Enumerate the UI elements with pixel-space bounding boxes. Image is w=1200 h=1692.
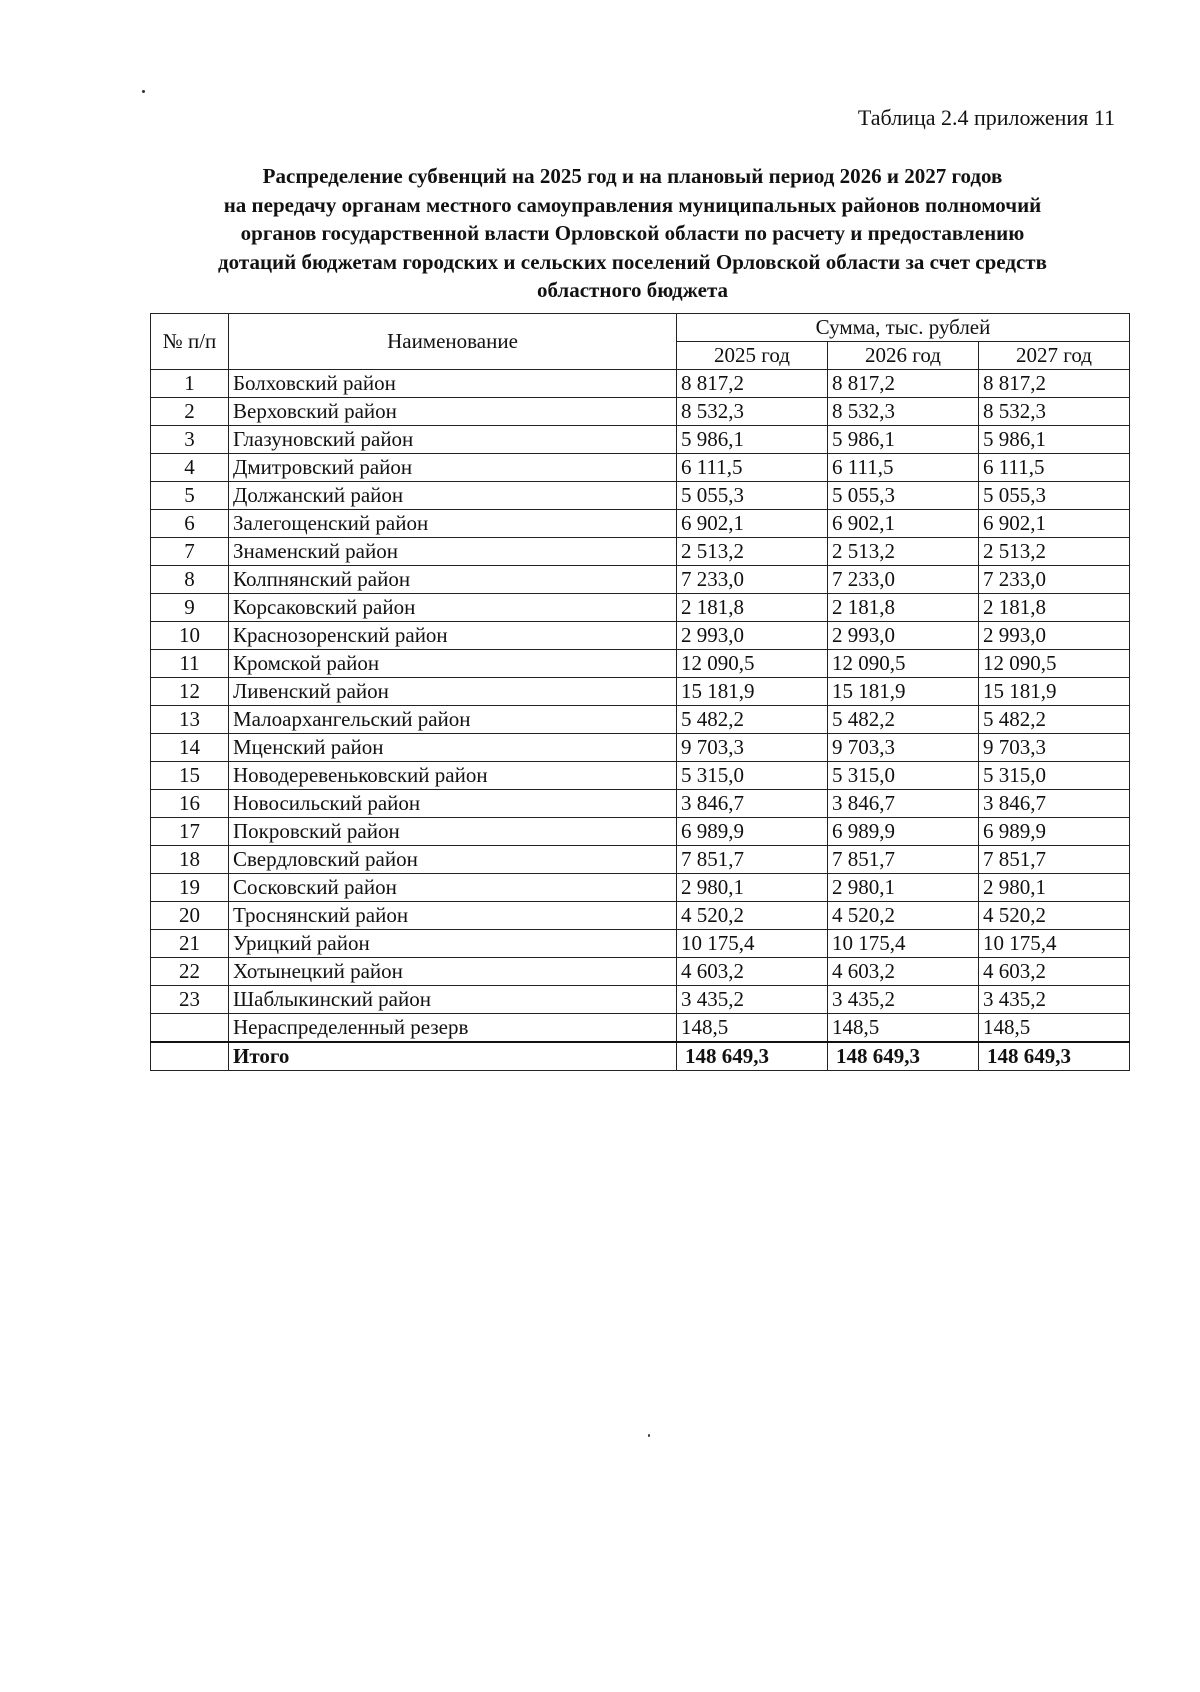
row-number: 3	[151, 426, 229, 454]
row-value-2025: 15 181,9	[677, 678, 828, 706]
title-line: органов государственной власти Орловской области по расчету и предоставлению	[240, 221, 1025, 245]
table-row	[151, 454, 1130, 482]
row-name: Знаменский район	[229, 538, 677, 566]
row-value-2026: 5 315,0	[828, 762, 979, 790]
row-value-2026: 5 482,2	[828, 706, 979, 734]
row-value-2027: 2 181,8	[979, 594, 1130, 622]
row-number: 12	[151, 678, 229, 706]
table-row	[151, 818, 1130, 846]
row-number: 7	[151, 538, 229, 566]
row-value-2027: 4 520,2	[979, 902, 1130, 930]
row-value-2026: 2 181,8	[828, 594, 979, 622]
table-row	[151, 874, 1130, 902]
total-number-cell	[151, 1042, 229, 1071]
table-row	[151, 426, 1130, 454]
row-value-2027: 9 703,3	[979, 734, 1130, 762]
row-value-2025: 5 482,2	[677, 706, 828, 734]
row-value-2025: 7 233,0	[677, 566, 828, 594]
table-row	[151, 902, 1130, 930]
table-note: Таблица 2.4 приложения 11	[857, 105, 1115, 130]
row-number: 5	[151, 482, 229, 510]
row-value-2025: 3 435,2	[677, 986, 828, 1014]
header-year-2026: 2026 год	[828, 342, 979, 370]
row-number: 1	[151, 370, 229, 398]
row-name: Корсаковский район	[229, 594, 677, 622]
total-value-2025: 148 649,3	[677, 1042, 828, 1071]
row-name: Краснозоренский район	[229, 622, 677, 650]
row-number	[151, 1014, 229, 1043]
table-row	[151, 790, 1130, 818]
table-row	[151, 958, 1130, 986]
row-value-2027: 3 435,2	[979, 986, 1130, 1014]
row-value-2027: 15 181,9	[979, 678, 1130, 706]
row-number: 6	[151, 510, 229, 538]
row-value-2025: 4 603,2	[677, 958, 828, 986]
row-value-2025: 5 315,0	[677, 762, 828, 790]
row-name: Урицкий район	[229, 930, 677, 958]
table-row	[151, 538, 1130, 566]
row-value-2025: 2 181,8	[677, 594, 828, 622]
table-row	[151, 762, 1130, 790]
row-value-2025: 2 980,1	[677, 874, 828, 902]
row-name: Новосильский район	[229, 790, 677, 818]
row-name: Хотынецкий район	[229, 958, 677, 986]
total-value-2027: 148 649,3	[979, 1042, 1130, 1071]
title-line: областного бюджета	[536, 278, 729, 302]
table-row	[151, 482, 1130, 510]
row-value-2027: 6 989,9	[979, 818, 1130, 846]
row-number: 10	[151, 622, 229, 650]
row-value-2026: 4 603,2	[828, 958, 979, 986]
table-row	[151, 1014, 1130, 1043]
row-value-2027: 2 980,1	[979, 874, 1130, 902]
row-number: 21	[151, 930, 229, 958]
table-row	[151, 650, 1130, 678]
row-value-2025: 9 703,3	[677, 734, 828, 762]
row-value-2027: 7 233,0	[979, 566, 1130, 594]
table-row	[151, 986, 1130, 1014]
row-value-2026: 6 989,9	[828, 818, 979, 846]
row-value-2025: 148,5	[677, 1014, 828, 1043]
row-value-2025: 6 902,1	[677, 510, 828, 538]
table-row	[151, 846, 1130, 874]
total-label: Итого	[229, 1042, 677, 1071]
row-value-2025: 5 986,1	[677, 426, 828, 454]
row-value-2026: 9 703,3	[828, 734, 979, 762]
row-value-2026: 2 513,2	[828, 538, 979, 566]
row-name: Свердловский район	[229, 846, 677, 874]
row-value-2026: 148,5	[828, 1014, 979, 1043]
row-name: Новодеревеньковский район	[229, 762, 677, 790]
row-value-2027: 6 111,5	[979, 454, 1130, 482]
table-row	[151, 398, 1130, 426]
table-body	[151, 370, 1130, 1071]
row-number: 15	[151, 762, 229, 790]
title-line: на передачу органам местного самоуправления муниципальных районов полномочий	[223, 192, 1042, 217]
row-value-2026: 12 090,5	[828, 650, 979, 678]
row-value-2027: 8 532,3	[979, 398, 1130, 426]
row-number: 14	[151, 734, 229, 762]
row-value-2026: 4 520,2	[828, 902, 979, 930]
row-value-2026: 5 055,3	[828, 482, 979, 510]
header-number: № п/п	[151, 314, 229, 370]
row-number: 2	[151, 398, 229, 426]
row-value-2026: 15 181,9	[828, 678, 979, 706]
row-name: Верховский район	[229, 398, 677, 426]
row-name: Дмитровский район	[229, 454, 677, 482]
row-number: 9	[151, 594, 229, 622]
row-value-2025: 6 989,9	[677, 818, 828, 846]
table-row	[151, 594, 1130, 622]
row-value-2025: 8 817,2	[677, 370, 828, 398]
table-row	[151, 734, 1130, 762]
row-value-2027: 6 902,1	[979, 510, 1130, 538]
row-value-2027: 10 175,4	[979, 930, 1130, 958]
row-number: 11	[151, 650, 229, 678]
row-value-2026: 7 851,7	[828, 846, 979, 874]
table-row	[151, 510, 1130, 538]
header-sum-group: Сумма, тыс. рублей	[677, 314, 1130, 342]
row-name: Сосковский район	[229, 874, 677, 902]
row-value-2026: 8 817,2	[828, 370, 979, 398]
table-row	[151, 370, 1130, 398]
row-value-2025: 2 513,2	[677, 538, 828, 566]
table-row	[151, 706, 1130, 734]
row-number: 19	[151, 874, 229, 902]
row-value-2025: 3 846,7	[677, 790, 828, 818]
row-number: 16	[151, 790, 229, 818]
row-value-2027: 2 513,2	[979, 538, 1130, 566]
row-value-2026: 6 902,1	[828, 510, 979, 538]
row-value-2026: 7 233,0	[828, 566, 979, 594]
row-value-2025: 6 111,5	[677, 454, 828, 482]
row-value-2025: 5 055,3	[677, 482, 828, 510]
row-value-2027: 148,5	[979, 1014, 1130, 1043]
row-value-2027: 5 315,0	[979, 762, 1130, 790]
table-row	[151, 930, 1130, 958]
title-line: дотаций бюджетам городских и сельских поселений Орловской области за счет средств	[218, 249, 1047, 274]
table-total-row	[151, 1042, 1130, 1071]
header-year-2025: 2025 год	[677, 342, 828, 370]
scan-speck	[648, 1434, 650, 1437]
row-value-2027: 12 090,5	[979, 650, 1130, 678]
row-name: Ливенский район	[229, 678, 677, 706]
row-value-2026: 2 993,0	[828, 622, 979, 650]
row-value-2027: 5 055,3	[979, 482, 1130, 510]
row-name: Нераспределенный резерв	[229, 1014, 677, 1043]
row-number: 22	[151, 958, 229, 986]
row-value-2026: 10 175,4	[828, 930, 979, 958]
row-value-2027: 8 817,2	[979, 370, 1130, 398]
row-value-2027: 5 482,2	[979, 706, 1130, 734]
row-number: 23	[151, 986, 229, 1014]
row-value-2026: 5 986,1	[828, 426, 979, 454]
subvention-table	[150, 313, 1130, 1071]
row-name: Мценский район	[229, 734, 677, 762]
row-name: Должанский район	[229, 482, 677, 510]
table-row	[151, 678, 1130, 706]
row-name: Покровский район	[229, 818, 677, 846]
title-line: Распределение субвенций на 2025 год и на плановый период 2026 и 2027 годов	[262, 164, 1003, 188]
document-title	[140, 162, 1125, 305]
table-header-row	[151, 314, 1130, 342]
row-value-2026: 3 435,2	[828, 986, 979, 1014]
total-value-2026: 148 649,3	[828, 1042, 979, 1071]
row-name: Залегощенский район	[229, 510, 677, 538]
table-row	[151, 566, 1130, 594]
row-value-2026: 8 532,3	[828, 398, 979, 426]
row-number: 17	[151, 818, 229, 846]
row-value-2027: 5 986,1	[979, 426, 1130, 454]
row-number: 4	[151, 454, 229, 482]
row-number: 20	[151, 902, 229, 930]
row-name: Колпнянский район	[229, 566, 677, 594]
row-value-2027: 3 846,7	[979, 790, 1130, 818]
row-value-2026: 2 980,1	[828, 874, 979, 902]
header-name: Наименование	[229, 314, 677, 370]
row-value-2025: 4 520,2	[677, 902, 828, 930]
row-value-2025: 12 090,5	[677, 650, 828, 678]
row-name: Малоархангельский район	[229, 706, 677, 734]
row-value-2026: 6 111,5	[828, 454, 979, 482]
row-number: 18	[151, 846, 229, 874]
row-value-2025: 2 993,0	[677, 622, 828, 650]
row-value-2025: 7 851,7	[677, 846, 828, 874]
row-value-2025: 10 175,4	[677, 930, 828, 958]
header-year-2027: 2027 год	[979, 342, 1130, 370]
row-name: Шаблыкинский район	[229, 986, 677, 1014]
row-value-2026: 3 846,7	[828, 790, 979, 818]
scan-speck	[142, 90, 145, 93]
row-value-2027: 4 603,2	[979, 958, 1130, 986]
row-value-2027: 7 851,7	[979, 846, 1130, 874]
row-name: Болховский район	[229, 370, 677, 398]
row-number: 13	[151, 706, 229, 734]
row-value-2027: 2 993,0	[979, 622, 1130, 650]
row-number: 8	[151, 566, 229, 594]
row-name: Троснянский район	[229, 902, 677, 930]
table-row	[151, 622, 1130, 650]
row-name: Кромской район	[229, 650, 677, 678]
row-name: Глазуновский район	[229, 426, 677, 454]
row-value-2025: 8 532,3	[677, 398, 828, 426]
